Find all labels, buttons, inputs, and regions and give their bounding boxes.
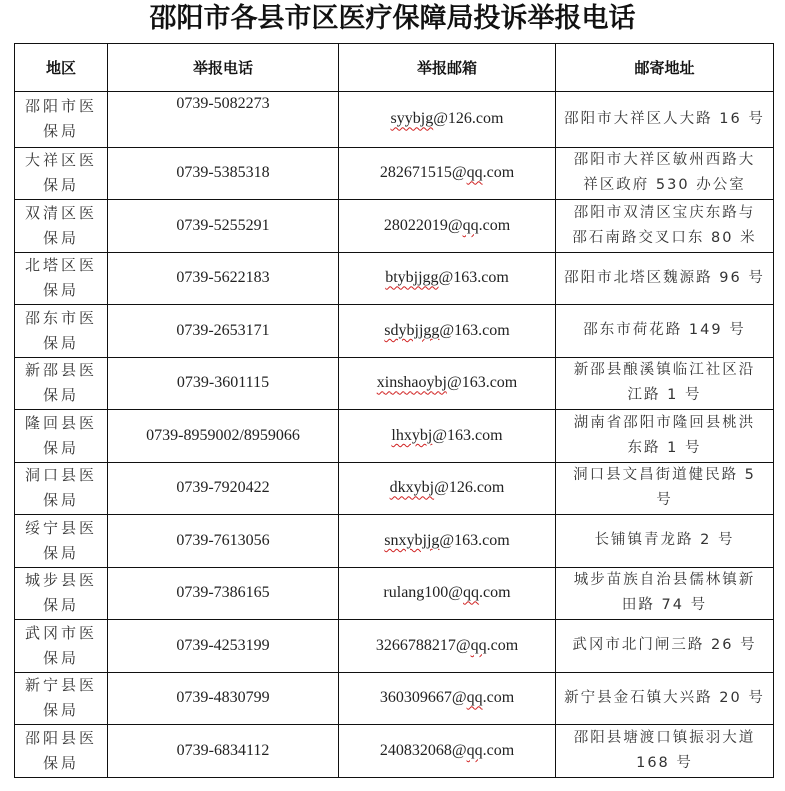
email-cell[interactable]	[339, 620, 556, 673]
region-line: 邵阳市医	[24, 97, 97, 116]
email-domain-part: qq	[470, 636, 487, 654]
region-cell	[15, 462, 108, 515]
email-cell[interactable]	[339, 92, 556, 148]
phone-cell: 0739-5255291	[108, 200, 339, 253]
region-line: 绥宁县医	[24, 518, 97, 537]
header-email: 举报邮箱	[339, 44, 556, 92]
page-title: 邵阳市各县市区医疗保障局投诉举报电话	[149, 3, 636, 34]
email-cell[interactable]	[339, 200, 556, 253]
email-local-part: 240832068@	[379, 741, 467, 759]
address-cell	[556, 462, 774, 515]
email-suffix: @163.com	[432, 426, 503, 444]
phone-cell: 0739-5082273	[108, 92, 339, 148]
region-line: 保局	[42, 596, 79, 615]
table-row	[15, 357, 774, 410]
address-line: 祥区政府 530 办公室	[583, 177, 746, 194]
region-cell	[15, 92, 108, 148]
address-cell	[556, 620, 774, 673]
email-suffix: .com	[482, 164, 515, 182]
email-suffix: .com	[486, 636, 519, 654]
email-local-part: 28022019@	[383, 216, 463, 234]
email-cell[interactable]	[339, 305, 556, 358]
address-line: 新宁县金石镇大兴路 20 号	[564, 689, 765, 706]
phone-cell: 0739-4830799	[108, 672, 339, 725]
address-line: 田路 74 号	[621, 597, 708, 614]
region-line: 保局	[42, 648, 79, 667]
region-line: 保局	[42, 281, 79, 300]
email-suffix: .com	[482, 741, 515, 759]
table-row	[15, 462, 774, 515]
address-cell	[556, 515, 774, 568]
region-line: 保局	[42, 753, 79, 772]
email-local-part: xinshaoybj	[376, 374, 447, 392]
region-line: 北塔区医	[24, 256, 97, 275]
table-row	[15, 252, 774, 305]
region-line: 大祥区医	[24, 151, 97, 170]
address-line: 湖南省邵阳市隆回县桃洪	[573, 414, 756, 431]
email-suffix: @126.com	[434, 479, 505, 497]
region-line: 邵东市医	[24, 308, 97, 327]
region-line: 洞口县医	[24, 466, 97, 485]
address-line: 武冈市北门闸三路 26 号	[572, 637, 757, 654]
email-suffix: @163.com	[439, 321, 510, 339]
region-cell	[15, 200, 108, 253]
email-local-part: syybjg	[390, 110, 434, 128]
region-cell	[15, 147, 108, 200]
email-domain-part: qq	[466, 164, 483, 182]
address-line: 邵石南路交叉口东 80 米	[572, 229, 757, 246]
address-line: 邵阳市双清区宝庆东路与	[573, 204, 756, 221]
address-line: 城步苗族自治县儒林镇新	[573, 572, 756, 589]
region-cell	[15, 357, 108, 410]
phone-cell: 0739-8959002/8959066	[108, 410, 339, 463]
address-cell	[556, 410, 774, 463]
table-row	[15, 567, 774, 620]
region-line: 隆回县医	[24, 413, 97, 432]
region-line: 保局	[42, 386, 79, 405]
region-line: 保局	[42, 176, 79, 195]
region-line: 保局	[42, 438, 79, 457]
region-cell	[15, 672, 108, 725]
table-row	[15, 200, 774, 253]
phone-cell: 0739-4253199	[108, 620, 339, 673]
address-cell	[556, 92, 774, 148]
address-line: 168 号	[636, 754, 693, 771]
address-line: 号	[656, 492, 673, 509]
email-suffix: .com	[479, 584, 511, 602]
address-line: 邵阳市大祥区人大路 16 号	[564, 110, 765, 127]
email-suffix: .com	[482, 689, 515, 707]
region-cell	[15, 725, 108, 778]
header-phone: 举报电话	[108, 44, 339, 92]
email-suffix: @126.com	[433, 110, 504, 128]
phone-cell: 0739-7613056	[108, 515, 339, 568]
email-local-part: 282671515@	[379, 164, 467, 182]
table-row	[15, 725, 774, 778]
table-row	[15, 147, 774, 200]
region-line: 武冈市医	[24, 623, 97, 642]
email-cell[interactable]	[339, 357, 556, 410]
email-local-part: dkxybj	[389, 479, 435, 497]
region-cell	[15, 515, 108, 568]
table-row	[15, 672, 774, 725]
table-row	[15, 620, 774, 673]
address-line: 洞口县文昌街道健民路 5	[573, 467, 756, 484]
phone-cell: 0739-7386165	[108, 567, 339, 620]
email-cell[interactable]	[339, 252, 556, 305]
region-line: 邵阳县医	[24, 728, 97, 747]
table-header-row	[15, 44, 774, 92]
email-domain-part: qq	[462, 216, 479, 234]
region-line: 新邵县医	[24, 361, 97, 380]
region-line: 保局	[42, 228, 79, 247]
region-cell	[15, 305, 108, 358]
table-row	[15, 515, 774, 568]
phone-cell: 0739-5622183	[108, 252, 339, 305]
address-cell	[556, 305, 774, 358]
region-cell	[15, 620, 108, 673]
email-cell[interactable]	[339, 725, 556, 778]
header-region: 地区	[15, 44, 108, 92]
email-local-part: btybjjgg	[385, 269, 439, 287]
address-line: 邵阳市大祥区敏州西路大	[573, 152, 756, 169]
email-local-part: snxybjjg	[384, 531, 440, 549]
email-local-part: rulang100@	[383, 584, 464, 602]
address-cell	[556, 567, 774, 620]
email-domain-part: qq	[466, 741, 483, 759]
address-cell	[556, 672, 774, 725]
email-local-part: 360309667@	[379, 689, 467, 707]
email-local-part: 3266788217@	[375, 636, 471, 654]
region-line: 保局	[42, 701, 79, 720]
region-line: 保局	[42, 491, 79, 510]
region-line: 城步县医	[24, 571, 97, 590]
email-cell[interactable]	[339, 410, 556, 463]
region-line: 保局	[42, 122, 79, 141]
address-line: 邵东市荷花路 149 号	[583, 322, 746, 339]
region-cell	[15, 252, 108, 305]
address-cell	[556, 357, 774, 410]
address-cell	[556, 252, 774, 305]
table-row	[15, 305, 774, 358]
address-line: 江路 1 号	[627, 387, 702, 404]
phone-cell: 0739-5385318	[108, 147, 339, 200]
region-line: 保局	[42, 333, 79, 352]
address-line: 新邵县酿溪镇临江社区沿	[573, 362, 756, 379]
table-row	[15, 410, 774, 463]
complaint-hotline-table	[14, 43, 774, 778]
address-cell	[556, 147, 774, 200]
phone-cell: 0739-2653171	[108, 305, 339, 358]
region-line: 双清区医	[24, 203, 97, 222]
email-suffix: @163.com	[438, 269, 509, 287]
email-suffix: .com	[478, 216, 511, 234]
email-local-part: lhxybj	[391, 426, 433, 444]
email-cell[interactable]	[339, 567, 556, 620]
region-cell	[15, 567, 108, 620]
email-suffix: @163.com	[446, 374, 518, 392]
phone-cell: 0739-7920422	[108, 462, 339, 515]
phone-cell: 0739-3601115	[108, 357, 339, 410]
address-line: 东路 1 号	[627, 439, 702, 456]
table-body	[15, 92, 774, 778]
phone-cell: 0739-6834112	[108, 725, 339, 778]
email-cell[interactable]	[339, 515, 556, 568]
email-domain-part: qq	[466, 689, 483, 707]
address-line: 邵阳县塘渡口镇振羽大道	[573, 729, 756, 746]
region-line: 保局	[42, 543, 79, 562]
email-suffix: @163.com	[439, 531, 510, 549]
address-cell	[556, 200, 774, 253]
region-line: 新宁县医	[24, 676, 97, 695]
email-cell[interactable]	[339, 462, 556, 515]
email-local-part: sdybjjgg	[384, 321, 440, 339]
address-line: 长铺镇青龙路 2 号	[594, 532, 735, 549]
email-cell[interactable]	[339, 672, 556, 725]
address-line: 邵阳市北塔区魏源路 96 号	[564, 269, 765, 286]
address-cell	[556, 725, 774, 778]
email-domain-part: qq	[463, 584, 480, 602]
header-address: 邮寄地址	[556, 44, 774, 92]
table-row	[15, 92, 774, 148]
email-cell[interactable]	[339, 147, 556, 200]
region-cell	[15, 410, 108, 463]
